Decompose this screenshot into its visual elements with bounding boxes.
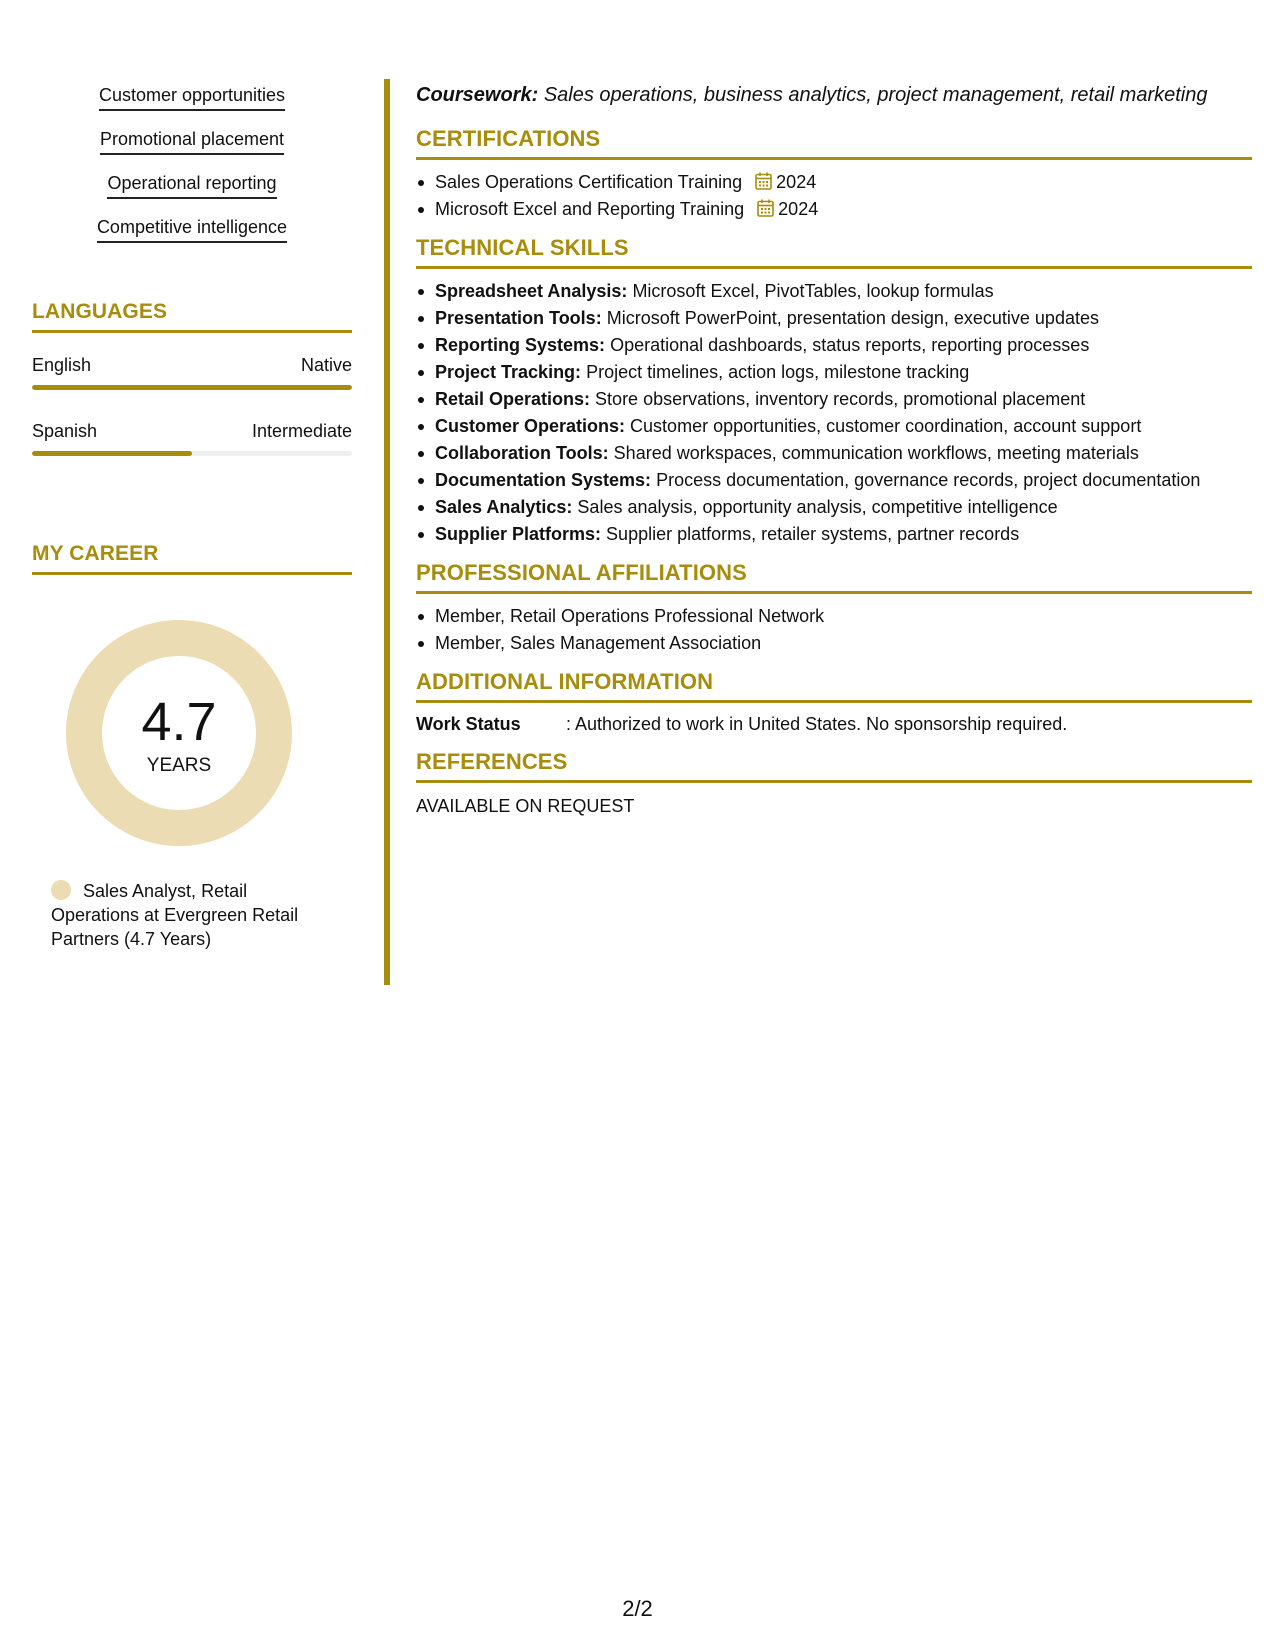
coursework: [416, 80, 1252, 110]
skill-label: Supplier Platforms:: [435, 524, 602, 544]
skill-item: [416, 413, 1252, 440]
column-divider: [384, 79, 390, 985]
calendar-icon: [755, 172, 772, 190]
skill-tag: Operational reporting: [107, 172, 276, 199]
languages-title: LANGUAGES: [32, 300, 352, 333]
skill-text: Process documentation, governance records, project documentation: [656, 470, 1201, 490]
skill-item: [416, 494, 1252, 521]
work-status-row: [416, 711, 1252, 737]
language-name: English: [32, 355, 92, 375]
career-years-unit: YEARS: [146, 755, 212, 776]
coursework-text: Sales operations, business analytics, project management, retail marketing: [543, 84, 1208, 106]
language-level: Intermediate: [251, 421, 352, 441]
skill-text: Operational dashboards, status reports, reporting processes: [610, 335, 1090, 355]
language-item: [32, 421, 352, 456]
skill-label: Sales Analytics:: [435, 497, 573, 517]
skill-text: Customer opportunities, customer coordination, account support: [630, 416, 1142, 436]
career-legend-item: [51, 879, 321, 951]
skill-tags: [32, 84, 352, 260]
affiliation-item: Member, Sales Management Association: [416, 630, 1252, 657]
skill-item: [416, 332, 1252, 359]
certification-name: Sales Operations Certification Training: [435, 172, 743, 192]
language-bar: [32, 451, 352, 456]
page-indicator: 2/2: [622, 1596, 653, 1621]
skill-item: [416, 278, 1252, 305]
certifications-section: [416, 126, 1252, 223]
skill-label: Reporting Systems:: [435, 335, 606, 355]
skill-tag: Customer opportunities: [99, 84, 285, 111]
career-legend-dot: [51, 880, 71, 900]
language-bar: [32, 385, 352, 390]
language-name: Spanish: [32, 421, 98, 441]
skill-item: [416, 386, 1252, 413]
right-column: [416, 80, 1252, 819]
technical-skills-section: [416, 235, 1252, 548]
work-status-label: Work Status: [416, 714, 521, 734]
skill-label: Spreadsheet Analysis:: [435, 281, 628, 301]
affiliations-list: [416, 603, 1252, 657]
calendar-icon: [757, 199, 774, 217]
language-bar-fill: [32, 385, 352, 390]
career-title: MY CAREER: [32, 542, 352, 575]
skill-text: Store observations, inventory records, promotional placement: [595, 389, 1086, 409]
language-level: Native: [300, 355, 352, 375]
skill-text: Supplier platforms, retailer systems, partner records: [606, 524, 1020, 544]
skill-tag: Competitive intelligence: [97, 216, 287, 243]
career-total-years: 4.7: [141, 692, 217, 752]
skill-label: Project Tracking:: [435, 362, 582, 382]
skill-label: Collaboration Tools:: [435, 443, 609, 463]
certification-name: Microsoft Excel and Reporting Training: [435, 199, 745, 219]
coursework-label: Coursework:: [416, 84, 539, 106]
affiliations-title: PROFESSIONAL AFFILIATIONS: [416, 560, 1252, 594]
career-legend-label: Sales Analyst, Retail Operations at Evergreen Retail Partners (4.7 Years): [51, 881, 299, 949]
skill-label: Documentation Systems:: [435, 470, 652, 490]
certification-year: 2024: [778, 199, 819, 219]
language-item: [32, 355, 352, 390]
skill-item: [416, 467, 1252, 494]
skill-item: [416, 359, 1252, 386]
certification-item: [416, 169, 1252, 196]
certification-year: 2024: [776, 172, 817, 192]
skill-text: Microsoft PowerPoint, presentation design, executive updates: [606, 308, 1099, 328]
certifications-list: [416, 169, 1252, 223]
affiliations-section: [416, 560, 1252, 657]
affiliation-item: Member, Retail Operations Professional Network: [416, 603, 1252, 630]
skill-text: Project timelines, action logs, milestone tracking: [586, 362, 970, 382]
left-column: [32, 84, 352, 260]
skill-text: Sales analysis, opportunity analysis, competitive intelligence: [577, 497, 1058, 517]
skill-text: Shared workspaces, communication workflows, meeting materials: [613, 443, 1139, 463]
skill-label: Customer Operations:: [435, 416, 626, 436]
skill-item: [416, 305, 1252, 332]
technical-skills-title: TECHNICAL SKILLS: [416, 235, 1252, 269]
certifications-title: CERTIFICATIONS: [416, 126, 1252, 160]
skill-tag: Promotional placement: [100, 128, 284, 155]
work-status-value: : Authorized to work in United States. No sponsorship required.: [566, 714, 1068, 734]
skill-label: Presentation Tools:: [435, 308, 602, 328]
language-bar-fill: [32, 451, 192, 456]
references-section: [416, 749, 1252, 819]
languages-section: [32, 300, 352, 456]
career-section: [32, 542, 352, 575]
additional-info-title: ADDITIONAL INFORMATION: [416, 669, 1252, 703]
references-title: REFERENCES: [416, 749, 1252, 783]
references-text: AVAILABLE ON REQUEST: [416, 796, 635, 816]
skill-item: [416, 521, 1252, 548]
technical-skills-list: [416, 278, 1252, 548]
additional-info-section: [416, 669, 1252, 737]
certification-item: [416, 196, 1252, 223]
skill-text: Microsoft Excel, PivotTables, lookup formulas: [632, 281, 994, 301]
skill-item: [416, 440, 1252, 467]
skill-label: Retail Operations:: [435, 389, 591, 409]
